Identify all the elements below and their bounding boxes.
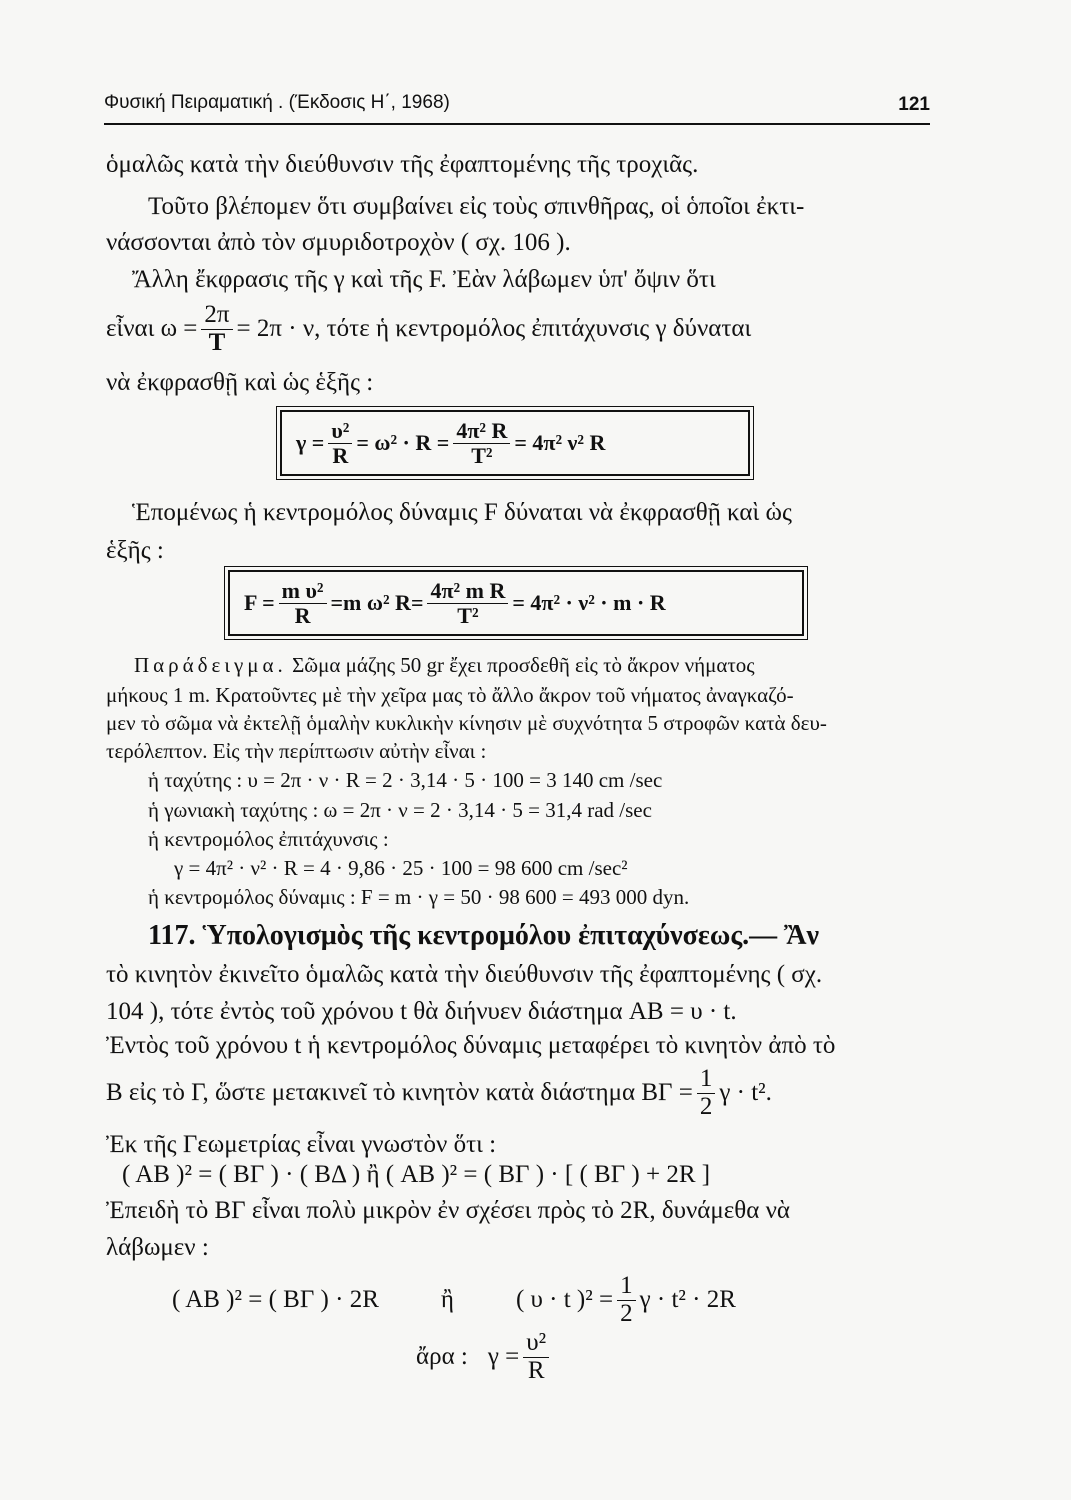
denominator: T (208, 328, 226, 356)
text-line: λάβωμεν : (106, 1234, 209, 1261)
example-text: Σῶμα μάζης 50 gr ἔχει προσδεθῆ εἰς τὸ ἄκρον νήματος (292, 653, 755, 677)
fraction-4pi2R-over-T2 (453, 419, 510, 466)
numerator: 2π (201, 302, 232, 329)
example-line: μήκους 1 m. Κρατοῦντες μὲ τὴν χεῖρα μας τὸ ἄλλο ἄκρον τοῦ νήματος ἀναγκαζό- (106, 683, 794, 707)
text-line: ὁμαλῶς κατὰ τὴν διεύθυνσιν τῆς ἐφαπτομένης τῆς τροχιᾶς. (106, 151, 699, 178)
formula-box-acceleration (280, 410, 750, 476)
example-result: ἡ κεντρομόλος ἐπιτάχυνσις : (148, 827, 389, 851)
fraction-4pi2mR-over-T2 (427, 579, 508, 626)
text-line: ἑξῆς : (106, 537, 164, 564)
numerator: υ² (328, 419, 352, 443)
denominator: T² (457, 602, 479, 628)
example-result: ἡ γωνιακὴ ταχύτης : ω = 2π · ν = 2 · 3,14 · 5 = 31,4 rad /sec (148, 798, 652, 822)
omega-post: = 2π · ν, τότε ἡ κεντρομόλος ἐπιτάχυνσις γ δύναται (236, 315, 752, 342)
fraction-v2-over-R (523, 1330, 549, 1384)
displacement-formula-line (106, 1060, 772, 1126)
text-part: B εἰς τὸ Γ, ὥστε μετακινεῖ τὸ κινητὸν κατὰ διάστημα ΒΓ = (106, 1079, 693, 1106)
page-header (104, 86, 930, 120)
example-result: γ = 4π² · ν² · R = 4 · 9,86 · 25 · 100 = 98 600 cm /sec² (174, 856, 628, 880)
denominator: 2 (620, 1299, 633, 1327)
text-line: τὸ κινητὸν ἐκινεῖτο ὁμαλῶς κατὰ τὴν διεύθυνσιν τῆς ἐφαπτομένης ( σχ. (106, 961, 823, 988)
ara-label: ἄρα : (416, 1343, 468, 1370)
box1-a: γ = (296, 430, 325, 455)
text-line: Ἄλλη ἔκφρασις τῆς γ καὶ τῆς F. Ἐὰν λάβωμεν ὑπ' ὄψιν ὅτι (132, 266, 716, 293)
example-label: Παράδειγμα. (134, 653, 287, 677)
denominator: R (294, 602, 311, 628)
text-line: Ἑπομένως ἡ κεντρομόλος δύναμις F δύναται νὰ ἐκφρασθῇ καὶ ὡς (132, 499, 792, 526)
example-line: τερόλεπτον. Εἰς τὴν περίπτωσιν αὐτὴν εἶναι : (106, 739, 487, 763)
numerator: m υ² (279, 579, 327, 603)
eq-or: ἢ (440, 1286, 454, 1313)
denominator: 2 (699, 1092, 713, 1120)
fraction-2pi-over-T (201, 302, 232, 356)
box1-b: = ω² · R = (356, 430, 450, 455)
omega-formula-line (106, 297, 751, 361)
eq-right-pre: ( υ · t )² = (515, 1286, 614, 1313)
text-line: Ἐντὸς τοῦ χρόνου t ἡ κεντρομόλος δύναμις μεταφέρει τὸ κινητὸν ἀπὸ τὸ (106, 1032, 836, 1059)
section-heading: 117. Ὑπολογισμὸς τῆς κεντρομόλου ἐπιταχύνσεως.— Ἂν (148, 920, 820, 951)
header-rule (104, 123, 930, 125)
fraction-v2-over-R (328, 419, 352, 466)
formula-box-force (228, 570, 804, 636)
box2-b: =m ω² R= (330, 590, 424, 615)
denominator: R (332, 442, 349, 468)
omega-pre: εἶναι ω = (106, 315, 198, 342)
box2-c: = 4π² · ν² · m · R (512, 590, 666, 615)
box2-a: F = (244, 590, 275, 615)
example-line: μεν τὸ σῶμα νὰ ἐκτελῇ ὁμαλὴν κυκλικὴν κίνησιν μὲ συχνότητα 5 στροφῶν κατὰ δευ- (106, 711, 827, 735)
fraction-one-half (697, 1066, 716, 1120)
text-line: νάσσονται ἀπὸ τὸν σμυριδοτροχὸν ( σχ. 106 ). (106, 229, 571, 256)
text-line: Ἐπειδὴ τὸ ΒΓ εἶναι πολὺ μικρὸν ἐν σχέσει πρὸς τὸ 2R, δυνάμεθα νὰ (106, 1197, 791, 1224)
geometry-equation: ( AB )² = ( ΒΓ ) · ( ΒΔ ) ἢ ( AB )² = ( ΒΓ ) · [ ( ΒΓ ) + 2R ] (122, 1161, 711, 1188)
numerator: υ² (523, 1330, 549, 1357)
eq-left: ( AB )² = ( ΒΓ ) · 2R (172, 1286, 379, 1313)
text-part: γ · t². (719, 1079, 772, 1106)
final-result-line (416, 1322, 553, 1392)
fraction-mv2-over-R (279, 579, 327, 626)
example-line (134, 652, 755, 678)
example-result: ἡ κεντρομόλος δύναμις : F = m · γ = 50 · 98 600 = 493 000 dyn. (148, 885, 690, 909)
fraction-one-half (617, 1273, 636, 1327)
text-line: νὰ ἐκφρασθῇ καὶ ὡς ἑξῆς : (106, 369, 374, 396)
text-line: 104 ), τότε ἐντὸς τοῦ χρόνου t θὰ διήνυεν διάστημα AB = υ · t. (106, 998, 737, 1025)
running-title: Φυσική Πειραματική . (Έκδοσις Η΄, 1968) (104, 92, 450, 113)
text-line: Ἐκ τῆς Γεωμετρίας εἶναι γνωστὸν ὅτι : (106, 1131, 497, 1158)
denominator: R (527, 1356, 545, 1384)
page-number: 121 (898, 94, 930, 115)
numerator: 1 (697, 1066, 716, 1093)
numerator: 1 (617, 1273, 636, 1300)
example-result: ἡ ταχύτης : υ = 2π · ν · R = 2 · 3,14 · 5 · 100 = 3 140 cm /sec (148, 768, 663, 792)
denominator: T² (471, 442, 493, 468)
eq-right-post: γ · t² · 2R (639, 1286, 736, 1313)
numerator: 4π² m R (427, 579, 508, 603)
box1-c: = 4π² ν² R (514, 430, 606, 455)
numerator: 4π² R (453, 419, 510, 443)
text-line: Τοῦτο βλέπομεν ὅτι συμβαίνει εἰς τοὺς σπινθῆρας, οἱ ὁποῖοι ἐκτι- (148, 193, 805, 220)
final-pre: γ = (487, 1343, 520, 1370)
